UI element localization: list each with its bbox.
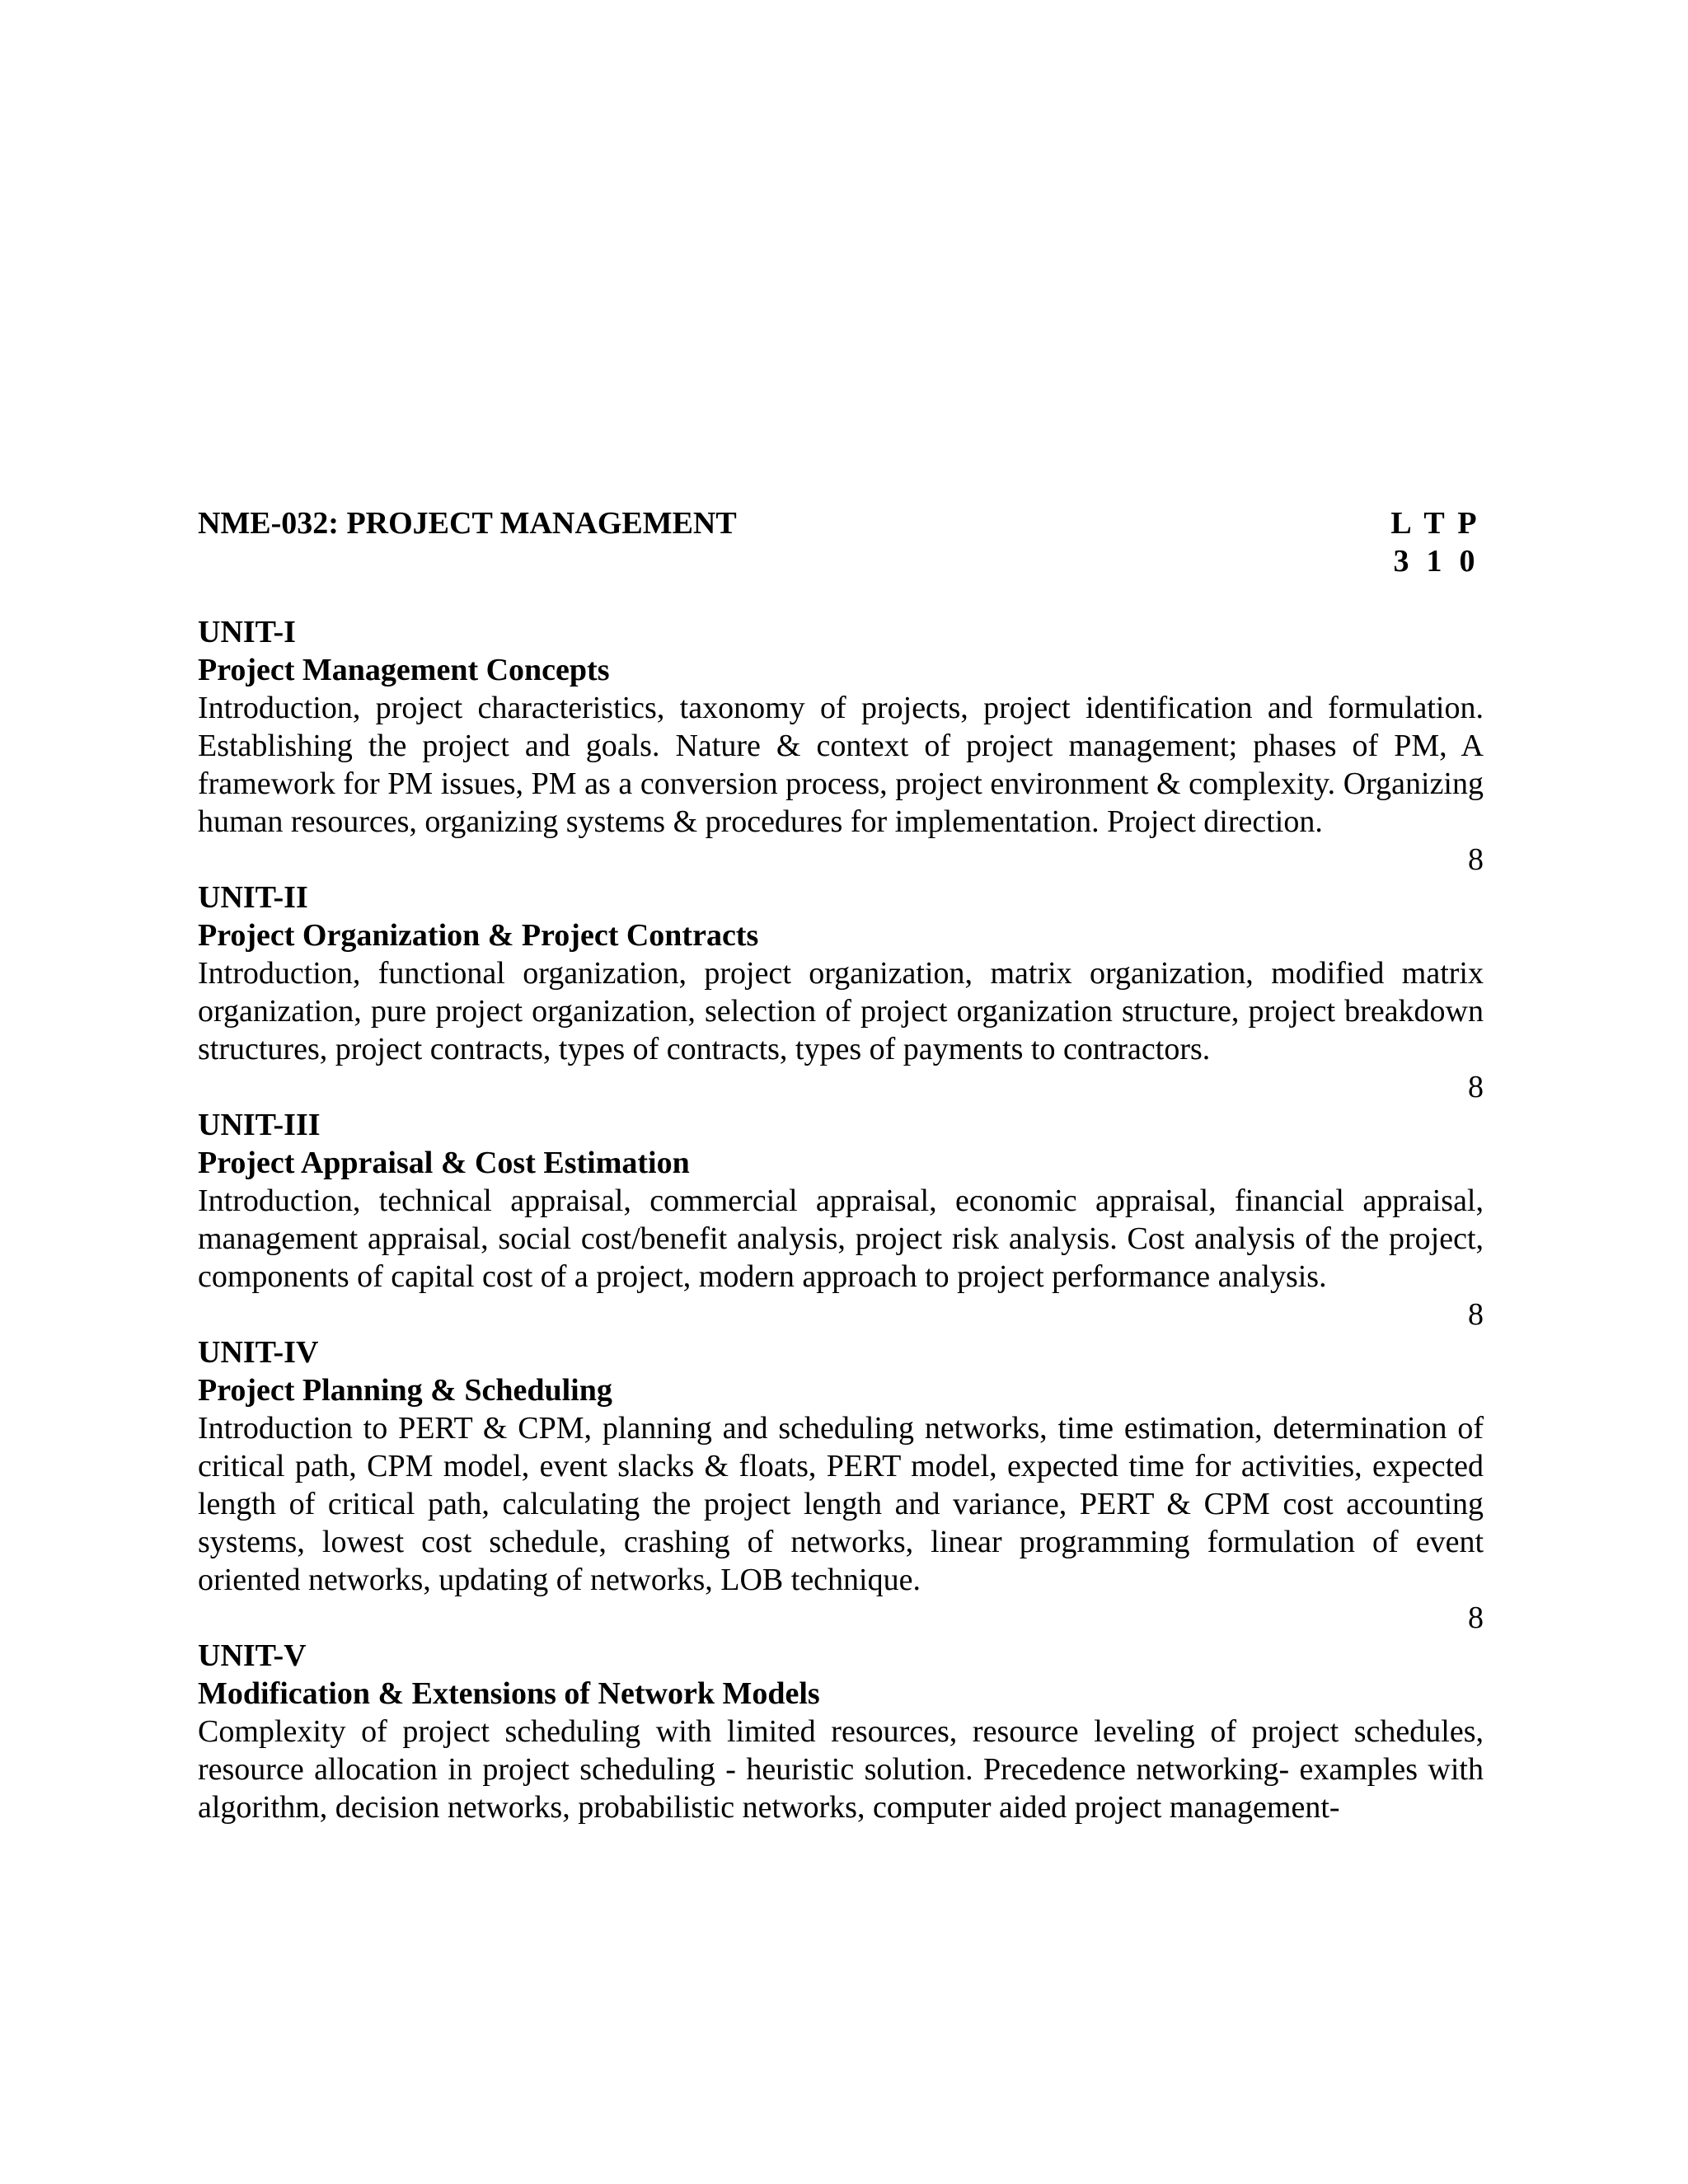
unit-section	[198, 1106, 1484, 1333]
unit-body: Introduction to PERT & CPM, planning and scheduling networks, time estimation, determination of critical path, CPM model, event slacks & floats, PERT model, expected time for activities, expected length of critical path, calculating the project length and variance, PERT & CPM cost accounting systems, lowest cost schedule, crashing of networks, linear programming formulation of event oriented networks, updating of networks, LOB technique.	[198, 1411, 1484, 1597]
course-header	[198, 494, 1484, 577]
units-list	[198, 613, 1484, 1826]
unit-heading: UNIT-II	[198, 880, 308, 915]
ltp-labels-row	[1385, 504, 1484, 542]
unit-hours: 8	[1468, 1601, 1484, 1635]
unit-heading: UNIT-V	[198, 1638, 307, 1673]
ltp-value-t: 1	[1426, 544, 1442, 579]
unit-body: Introduction, project characteristics, taxonomy of projects, project identification and formulation. Establishing the project and goals. Nature & context of project management; phases of PM, A framework for PM issues, PM as a conversion process, project environment & complexity. Organizing human resources, organizing systems & procedures for implementation. Project direction.	[198, 691, 1484, 839]
unit-body: Complexity of project scheduling with limited resources, resource leveling of project schedules, resource allocation in project scheduling - heuristic solution. Precedence networking- examples with algorithm, decision networks, probabilistic networks, computer aided project management-	[198, 1714, 1484, 1825]
ltp-value-p: 0	[1459, 544, 1475, 579]
ltp-credits	[1385, 504, 1484, 580]
ltp-value-l: 3	[1393, 544, 1409, 579]
unit-title: Project Planning & Scheduling	[198, 1373, 612, 1408]
unit-title: Project Appraisal & Cost Estimation	[198, 1146, 690, 1180]
unit-heading: UNIT-IV	[198, 1335, 319, 1370]
unit-hours: 8	[1468, 1297, 1484, 1332]
ltp-values-row	[1385, 542, 1484, 580]
unit-heading: UNIT-III	[198, 1108, 321, 1142]
unit-body: Introduction, functional organization, project organization, matrix organization, modified matrix organization, pure project organization, selection of project organization structure, project breakdown structures, project contracts, types of contracts, types of payments to contractors.	[198, 956, 1484, 1066]
unit-title: Modification & Extensions of Network Models	[198, 1676, 820, 1711]
unit-section	[198, 1637, 1484, 1826]
unit-section	[198, 613, 1484, 879]
unit-title: Project Organization & Project Contracts	[198, 918, 759, 953]
ltp-label-l: L	[1390, 506, 1412, 541]
unit-hours: 8	[1468, 842, 1484, 877]
unit-body: Introduction, technical appraisal, commercial appraisal, economic appraisal, financial appraisal, management appraisal, social cost/benefit analysis, project risk analysis. Cost analysis of the project, components of capital cost of a project, modern approach to project performance analysis.	[198, 1183, 1484, 1294]
course-title: NME-032: PROJECT MANAGEMENT	[198, 506, 737, 541]
unit-heading: UNIT-I	[198, 615, 296, 649]
unit-section	[198, 1333, 1484, 1637]
unit-section	[198, 879, 1484, 1106]
unit-hours: 8	[1468, 1070, 1484, 1104]
ltp-label-p: P	[1457, 506, 1477, 541]
ltp-label-t: T	[1423, 506, 1445, 541]
syllabus-page	[198, 494, 1484, 1826]
unit-title: Project Management Concepts	[198, 653, 610, 687]
